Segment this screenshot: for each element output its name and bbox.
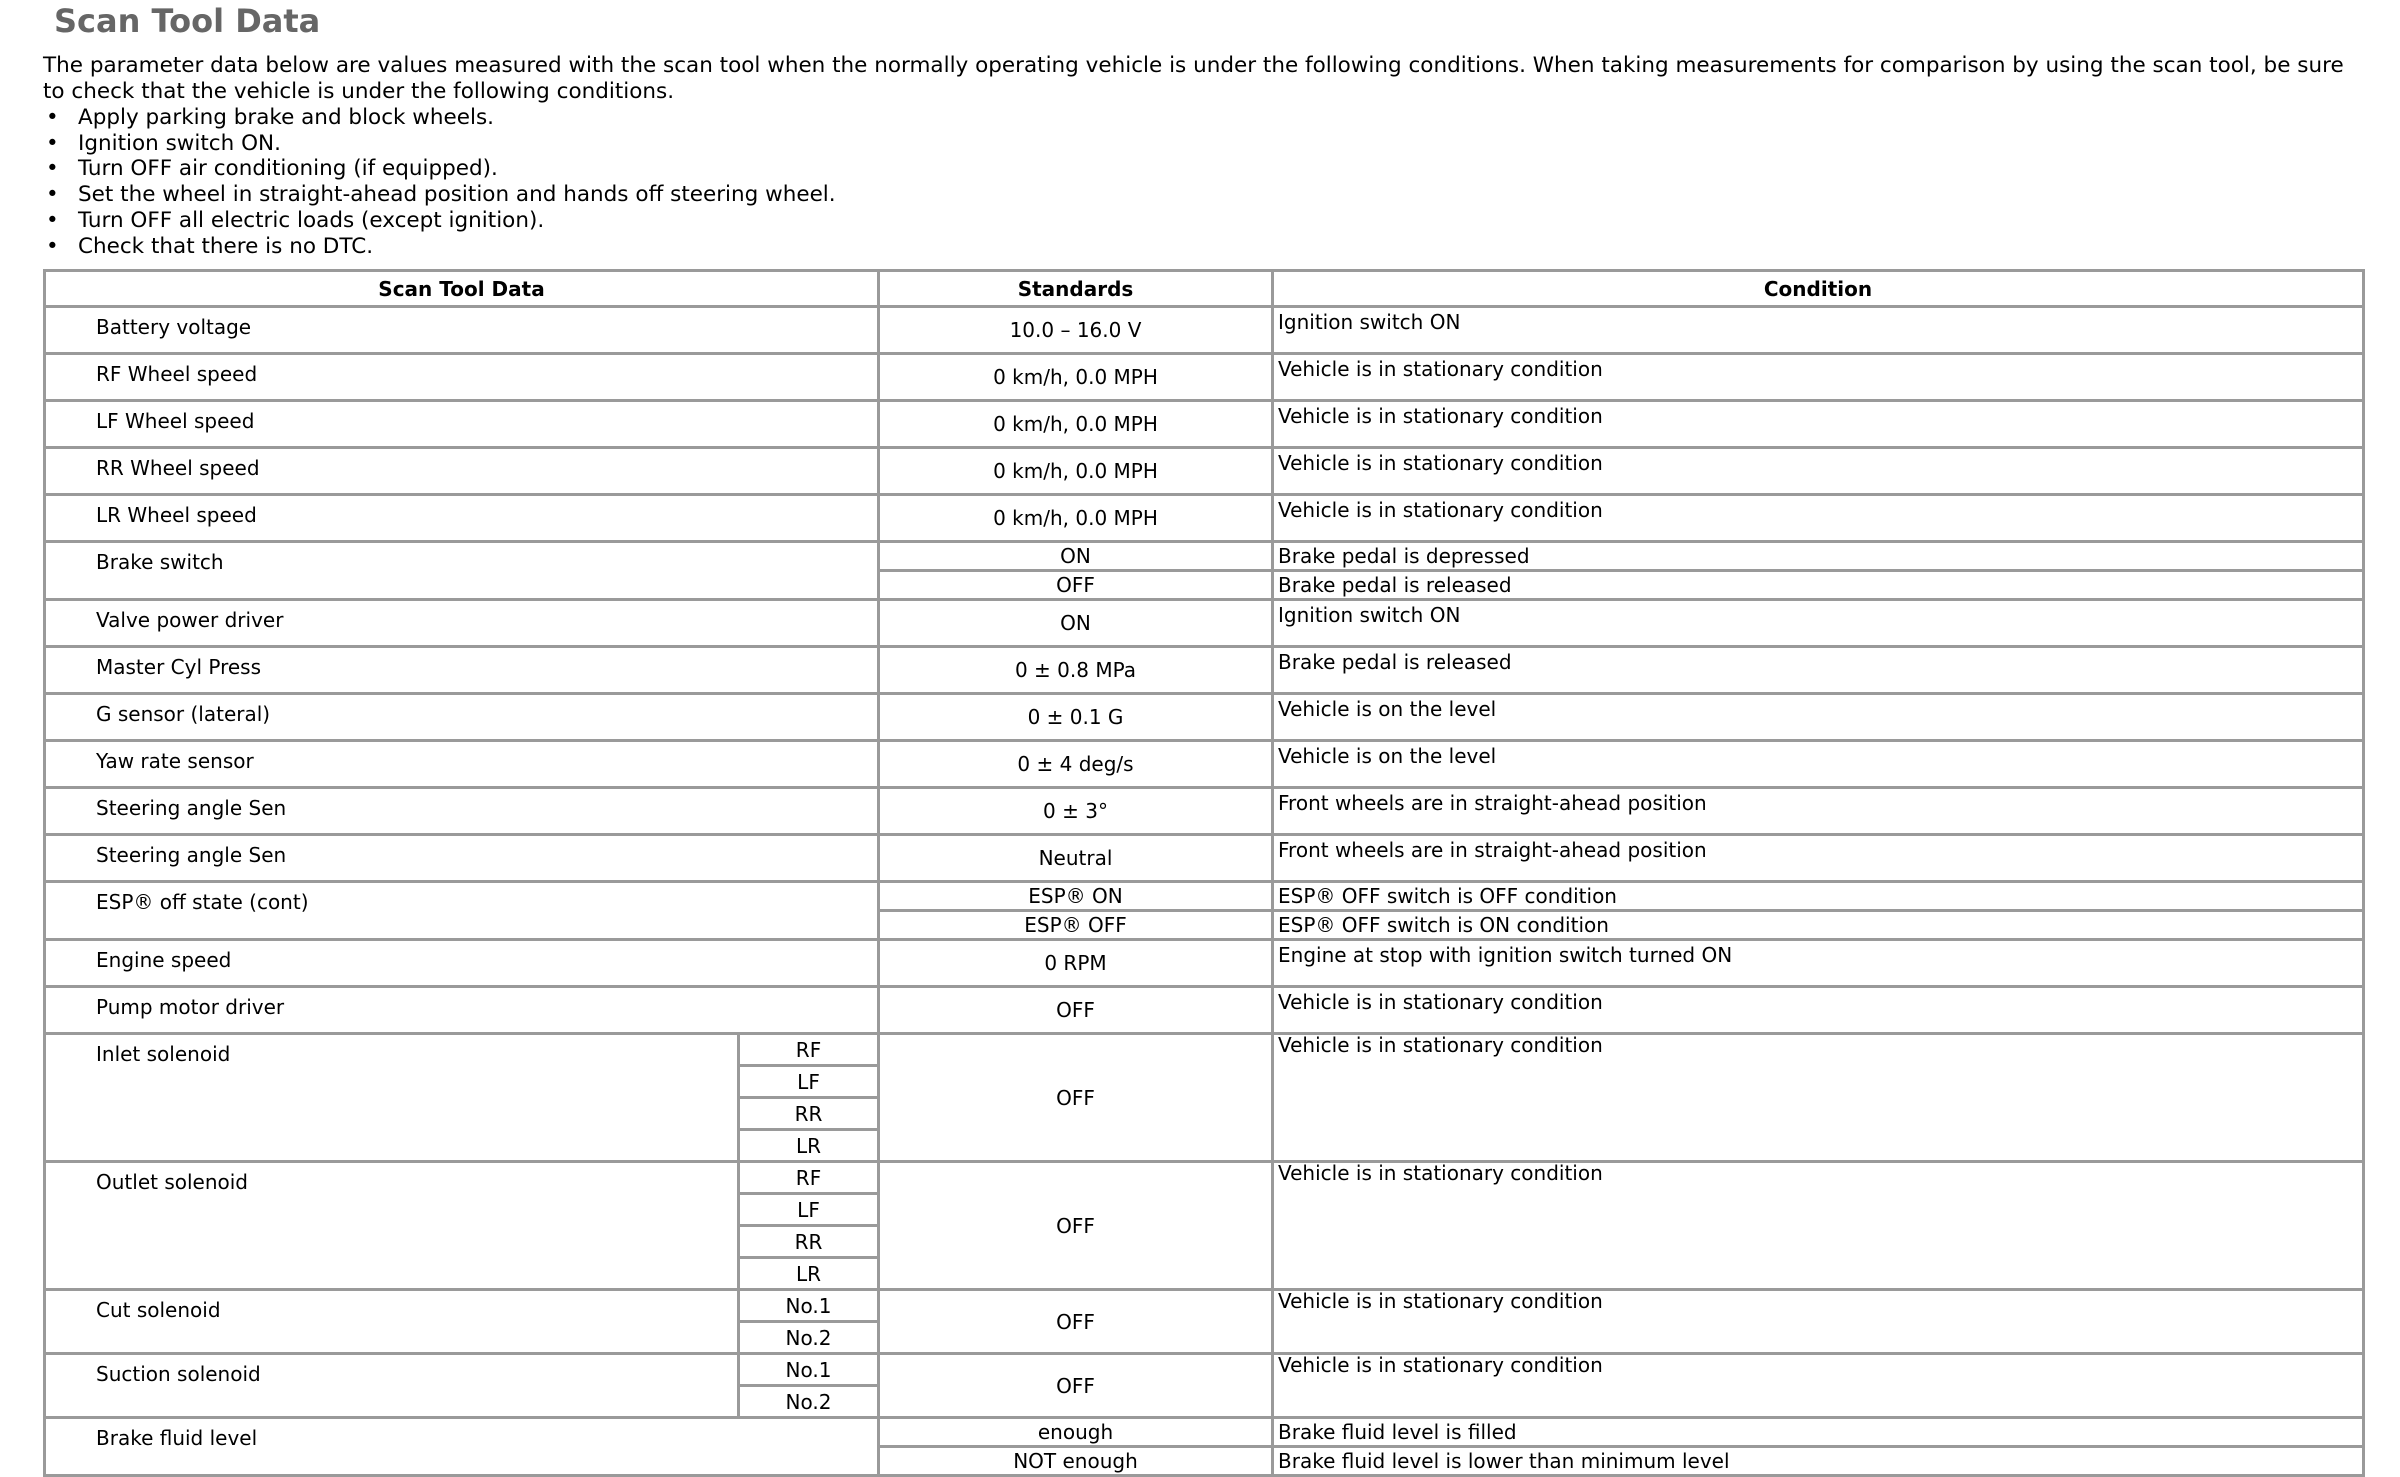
condition-text: Vehicle is in stationary condition	[1273, 1162, 2364, 1290]
standard-value: 0 ± 0.8 MPa	[879, 647, 1273, 694]
standard-value: 0 km/h, 0.0 MPH	[879, 448, 1273, 495]
sub-item: RR	[739, 1098, 879, 1130]
condition-text: Vehicle is in stationary condition	[1273, 448, 2364, 495]
sub-item: No.2	[739, 1386, 879, 1418]
condition-text: Vehicle is in stationary condition	[1273, 1290, 2364, 1354]
sub-item: No.1	[739, 1354, 879, 1386]
table-row	[45, 647, 2364, 694]
item-name: RR Wheel speed	[45, 448, 879, 495]
sub-item: RF	[739, 1162, 879, 1194]
intro-paragraph: The parameter data below are values measured with the scan tool when the normally operating vehicle is under the following conditions. When taking measurements for comparison by using the scan tool, be sure to check that the vehicle is under the following conditions.	[43, 53, 2344, 104]
table-row	[45, 1354, 2364, 1386]
standard-value: NOT enough	[879, 1447, 1273, 1476]
item-name: LF Wheel speed	[45, 401, 879, 448]
item-name: Inlet solenoid	[45, 1034, 739, 1162]
table-row	[45, 448, 2364, 495]
table-row	[45, 694, 2364, 741]
standard-value: OFF	[879, 1162, 1273, 1290]
table-row	[45, 307, 2364, 354]
standard-value: 0 RPM	[879, 940, 1273, 987]
condition-item: • Check that there is no DTC.	[43, 234, 836, 260]
table-row	[45, 741, 2364, 788]
standard-value: 0 km/h, 0.0 MPH	[879, 495, 1273, 542]
standard-value: OFF	[879, 1354, 1273, 1418]
sub-item: LR	[739, 1258, 879, 1290]
sub-item: RF	[739, 1034, 879, 1066]
standard-value: OFF	[879, 571, 1273, 600]
item-name: Cut solenoid	[45, 1290, 739, 1354]
standard-value: 0 ± 3°	[879, 788, 1273, 835]
item-name: Battery voltage	[45, 307, 879, 354]
sub-item: No.2	[739, 1322, 879, 1354]
table-row	[45, 401, 2364, 448]
condition-text: Ignition switch ON	[1273, 600, 2364, 647]
header-standards: Standards	[879, 271, 1273, 307]
table-row	[45, 600, 2364, 647]
condition-text: Front wheels are in straight-ahead position	[1273, 788, 2364, 835]
table-row	[45, 1418, 2364, 1447]
standard-value: 0 ± 0.1 G	[879, 694, 1273, 741]
standard-value: OFF	[879, 987, 1273, 1034]
item-name: Steering angle Sen	[45, 788, 879, 835]
standard-value: ON	[879, 600, 1273, 647]
condition-item: • Set the wheel in straight-ahead position and hands off steering wheel.	[43, 182, 836, 208]
standard-value: OFF	[879, 1034, 1273, 1162]
item-name: ESP® off state (cont)	[45, 882, 879, 940]
table-row	[45, 1290, 2364, 1322]
standard-value: ON	[879, 542, 1273, 571]
item-name: Engine speed	[45, 940, 879, 987]
table-row	[45, 788, 2364, 835]
condition-item: • Turn OFF all electric loads (except ignition).	[43, 208, 836, 234]
condition-text: Front wheels are in straight-ahead position	[1273, 835, 2364, 882]
condition-item: • Apply parking brake and block wheels.	[43, 105, 836, 131]
table-row	[45, 835, 2364, 882]
item-name: RF Wheel speed	[45, 354, 879, 401]
scan-tool-data-table	[43, 269, 2365, 1477]
standard-value: 0 km/h, 0.0 MPH	[879, 354, 1273, 401]
standard-value: Neutral	[879, 835, 1273, 882]
condition-text: Vehicle is in stationary condition	[1273, 495, 2364, 542]
condition-text: Vehicle is in stationary condition	[1273, 987, 2364, 1034]
sub-item: No.1	[739, 1290, 879, 1322]
item-name: Yaw rate sensor	[45, 741, 879, 788]
condition-text: Brake fluid level is filled	[1273, 1418, 2364, 1447]
condition-text: ESP® OFF switch is ON condition	[1273, 911, 2364, 940]
standard-value: 0 km/h, 0.0 MPH	[879, 401, 1273, 448]
sub-item: LR	[739, 1130, 879, 1162]
header-scan-tool-data: Scan Tool Data	[45, 271, 879, 307]
table-row	[45, 882, 2364, 911]
item-name: Master Cyl Press	[45, 647, 879, 694]
condition-item: • Turn OFF air conditioning (if equipped).	[43, 156, 836, 182]
table-row	[45, 542, 2364, 571]
table-row	[45, 987, 2364, 1034]
item-name: Suction solenoid	[45, 1354, 739, 1418]
table-row	[45, 354, 2364, 401]
item-name: G sensor (lateral)	[45, 694, 879, 741]
condition-text: Brake pedal is released	[1273, 647, 2364, 694]
standard-value: ESP® ON	[879, 882, 1273, 911]
condition-text: Brake pedal is depressed	[1273, 542, 2364, 571]
header-condition: Condition	[1273, 271, 2364, 307]
condition-text: ESP® OFF switch is OFF condition	[1273, 882, 2364, 911]
standard-value: OFF	[879, 1290, 1273, 1354]
conditions-list	[43, 105, 836, 259]
condition-item: • Ignition switch ON.	[43, 131, 836, 157]
standard-value: 10.0 – 16.0 V	[879, 307, 1273, 354]
condition-text: Brake pedal is released	[1273, 571, 2364, 600]
standard-value: ESP® OFF	[879, 911, 1273, 940]
table-row	[45, 940, 2364, 987]
condition-text: Vehicle is on the level	[1273, 694, 2364, 741]
item-name: LR Wheel speed	[45, 495, 879, 542]
item-name: Brake switch	[45, 542, 879, 600]
sub-item: LF	[739, 1066, 879, 1098]
item-name: Brake fluid level	[45, 1418, 879, 1476]
item-name: Steering angle Sen	[45, 835, 879, 882]
condition-text: Vehicle is on the level	[1273, 741, 2364, 788]
table-row	[45, 1034, 2364, 1066]
condition-text: Vehicle is in stationary condition	[1273, 401, 2364, 448]
standard-value: 0 ± 4 deg/s	[879, 741, 1273, 788]
table-row	[45, 1162, 2364, 1194]
table-header-row	[45, 271, 2364, 307]
item-name: Valve power driver	[45, 600, 879, 647]
condition-text: Engine at stop with ignition switch turned ON	[1273, 940, 2364, 987]
standard-value: enough	[879, 1418, 1273, 1447]
sub-item: RR	[739, 1226, 879, 1258]
condition-text: Brake fluid level is lower than minimum level	[1273, 1447, 2364, 1476]
condition-text: Vehicle is in stationary condition	[1273, 1034, 2364, 1162]
page-title: Scan Tool Data	[54, 2, 321, 40]
item-name: Outlet solenoid	[45, 1162, 739, 1290]
condition-text: Ignition switch ON	[1273, 307, 2364, 354]
condition-text: Vehicle is in stationary condition	[1273, 354, 2364, 401]
item-name: Pump motor driver	[45, 987, 879, 1034]
table-row	[45, 495, 2364, 542]
sub-item: LF	[739, 1194, 879, 1226]
condition-text: Vehicle is in stationary condition	[1273, 1354, 2364, 1418]
